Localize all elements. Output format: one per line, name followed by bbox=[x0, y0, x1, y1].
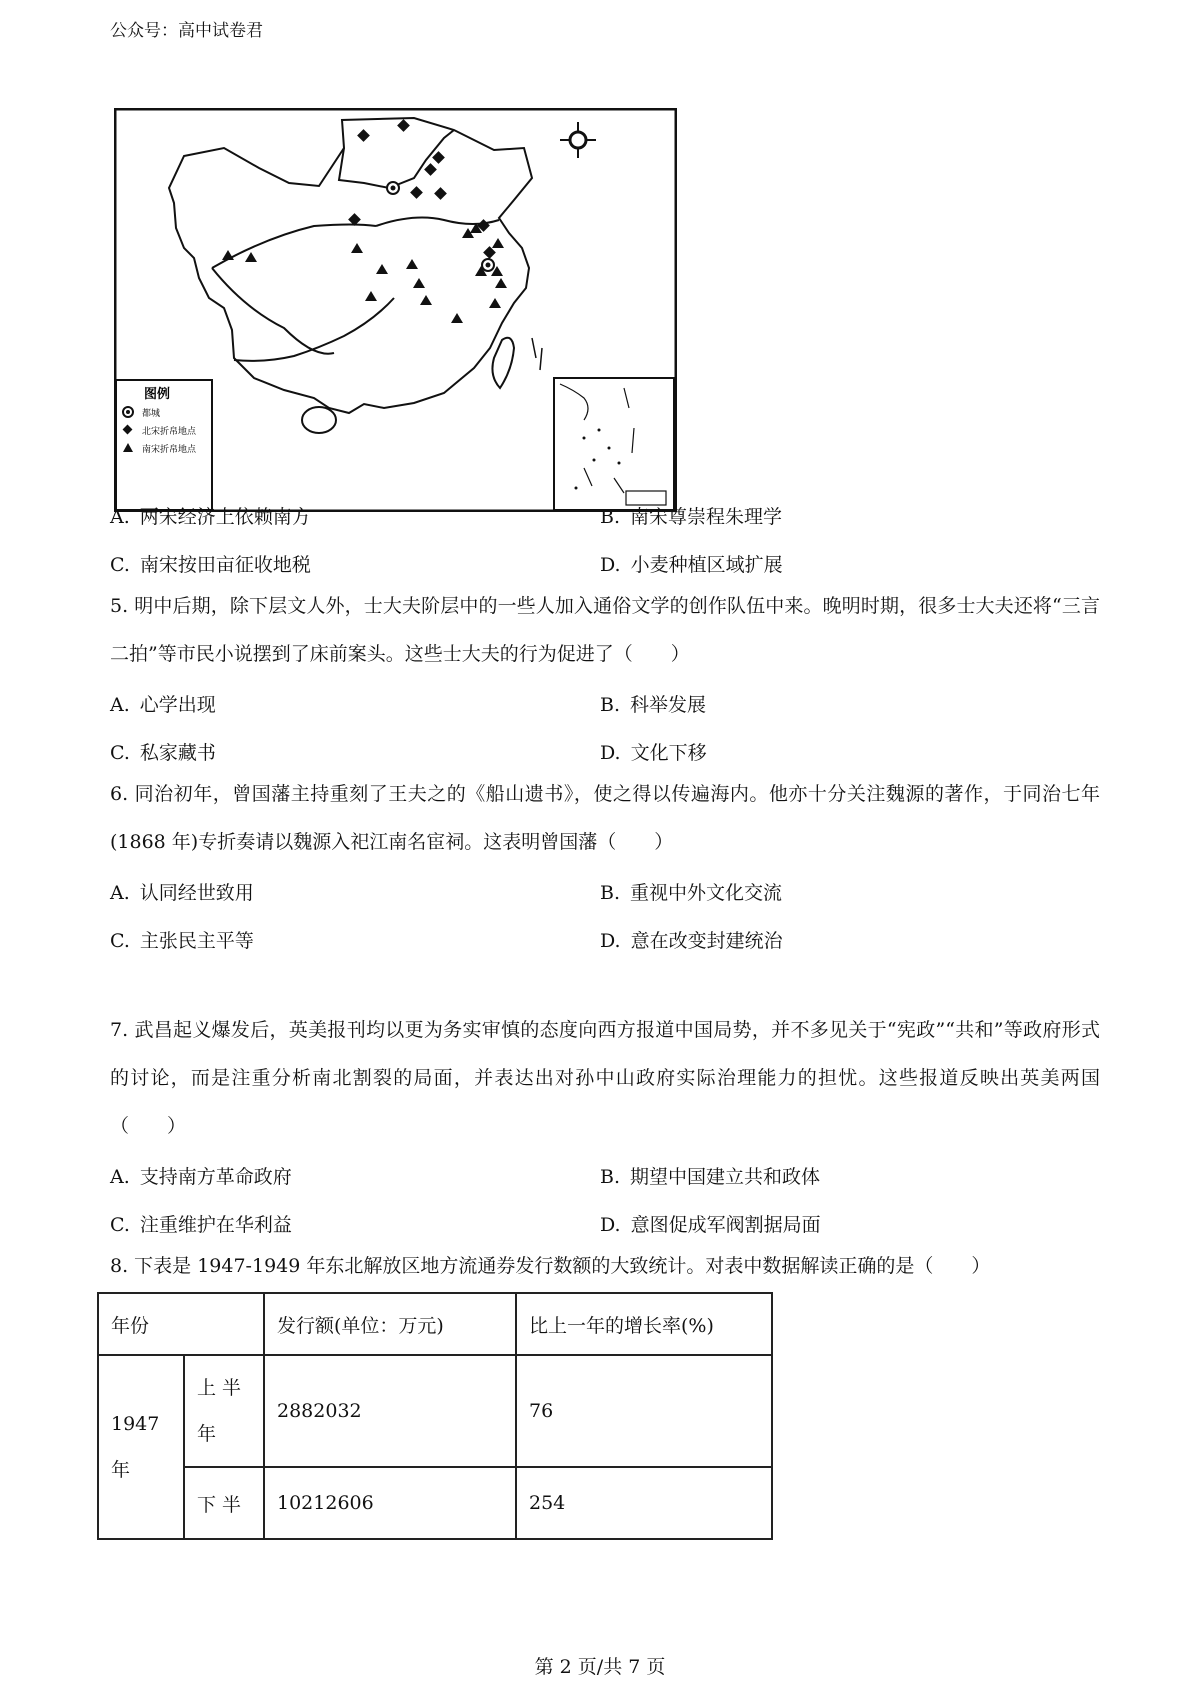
half-cell: 上 半 年 bbox=[184, 1355, 264, 1467]
amount-cell: 10212606 bbox=[264, 1467, 516, 1539]
q4-option-a[interactable]: A. 两宋经济上依赖南方 bbox=[110, 506, 311, 528]
map-figure bbox=[114, 108, 677, 512]
q7-stem: 7. 武昌起义爆发后，英美报刊均以更为务实审慎的态度向西方报道中国局势，并不多见关于“宪政”“共和”等政府形式的讨论，而是注重分析南北割裂的局面，并表达出对孙中山政府实际治理能力的担忧。这些报道反映出英美两国（ ） bbox=[110, 1019, 1100, 1137]
south-china-sea-inset bbox=[554, 378, 674, 510]
q4-option-b[interactable]: B. 南宋尊崇程朱理学 bbox=[600, 506, 783, 528]
q7-option-b[interactable]: B. 期望中国建立共和政体 bbox=[600, 1166, 821, 1188]
q7-option-a[interactable]: A. 支持南方革命政府 bbox=[110, 1166, 292, 1188]
page-header: 公众号：高中试卷君 bbox=[110, 21, 263, 41]
table-row bbox=[98, 1467, 772, 1539]
page-footer: 第 2 页/共 7 页 bbox=[534, 1656, 666, 1678]
legend-label: 南宋折帛地点 bbox=[142, 445, 197, 455]
amount-cell: 2882032 bbox=[264, 1355, 516, 1467]
year-cell: 1947 年 bbox=[98, 1355, 184, 1539]
table-row bbox=[98, 1355, 772, 1467]
q7-option-d[interactable]: D. 意图促成军阀割据局面 bbox=[600, 1214, 821, 1236]
q5-stem: 5. 明中后期，除下层文人外，士大夫阶层中的一些人加入通俗文学的创作队伍中来。晚明时期，很多士大夫还将“三言二拍”等市民小说摆到了床前案头。这些士大夫的行为促进了（ ） bbox=[110, 595, 1100, 665]
q6-option-d[interactable]: D. 意在改变封建统治 bbox=[600, 930, 783, 952]
rate-cell: 254 bbox=[516, 1467, 772, 1539]
q4-option-d[interactable]: D. 小麦种植区域扩展 bbox=[600, 554, 783, 576]
half-cell: 下 半 bbox=[184, 1467, 264, 1539]
q6-option-a[interactable]: A. 认同经世致用 bbox=[110, 882, 254, 904]
q5-option-d[interactable]: D. 文化下移 bbox=[600, 742, 707, 764]
q7-option-c[interactable]: C. 注重维护在华利益 bbox=[110, 1214, 292, 1236]
header-rate: 比上一年的增长率(%) bbox=[516, 1293, 772, 1355]
song-dynasty-map bbox=[114, 108, 677, 512]
legend-title: 图例 bbox=[144, 387, 171, 402]
capital-icon bbox=[482, 259, 494, 271]
q8-table bbox=[97, 1292, 773, 1540]
header-year: 年份 bbox=[98, 1293, 264, 1355]
q5-option-b[interactable]: B. 科举发展 bbox=[600, 694, 707, 716]
legend-label: 北宋折帛地点 bbox=[142, 427, 197, 437]
q8-stem: 8. 下表是 1947-1949 年东北解放区地方流通券发行数额的大致统计。对表中数据解读正确的是（ ） bbox=[110, 1255, 991, 1277]
rate-cell: 76 bbox=[516, 1355, 772, 1467]
q6-option-b[interactable]: B. 重视中外文化交流 bbox=[600, 882, 783, 904]
header-amount: 发行额(单位：万元) bbox=[264, 1293, 516, 1355]
q5-option-a[interactable]: A. 心学出现 bbox=[110, 694, 216, 716]
q5-option-c[interactable]: C. 私家藏书 bbox=[110, 742, 216, 764]
table-header-row bbox=[98, 1293, 772, 1355]
legend-label: 都城 bbox=[142, 409, 161, 419]
q6-stem: 6. 同治初年，曾国藩主持重刻了王夫之的《船山遗书》，使之得以传遍海内。他亦十分关注魏源的著作，于同治七年(1868 年)专折奏请以魏源入祀江南名宦祠。这表明曾国藩（ ） bbox=[110, 783, 1100, 853]
capital-icon bbox=[387, 182, 399, 194]
q6-option-c[interactable]: C. 主张民主平等 bbox=[110, 930, 254, 952]
q4-option-c[interactable]: C. 南宋按田亩征收地税 bbox=[110, 554, 311, 576]
